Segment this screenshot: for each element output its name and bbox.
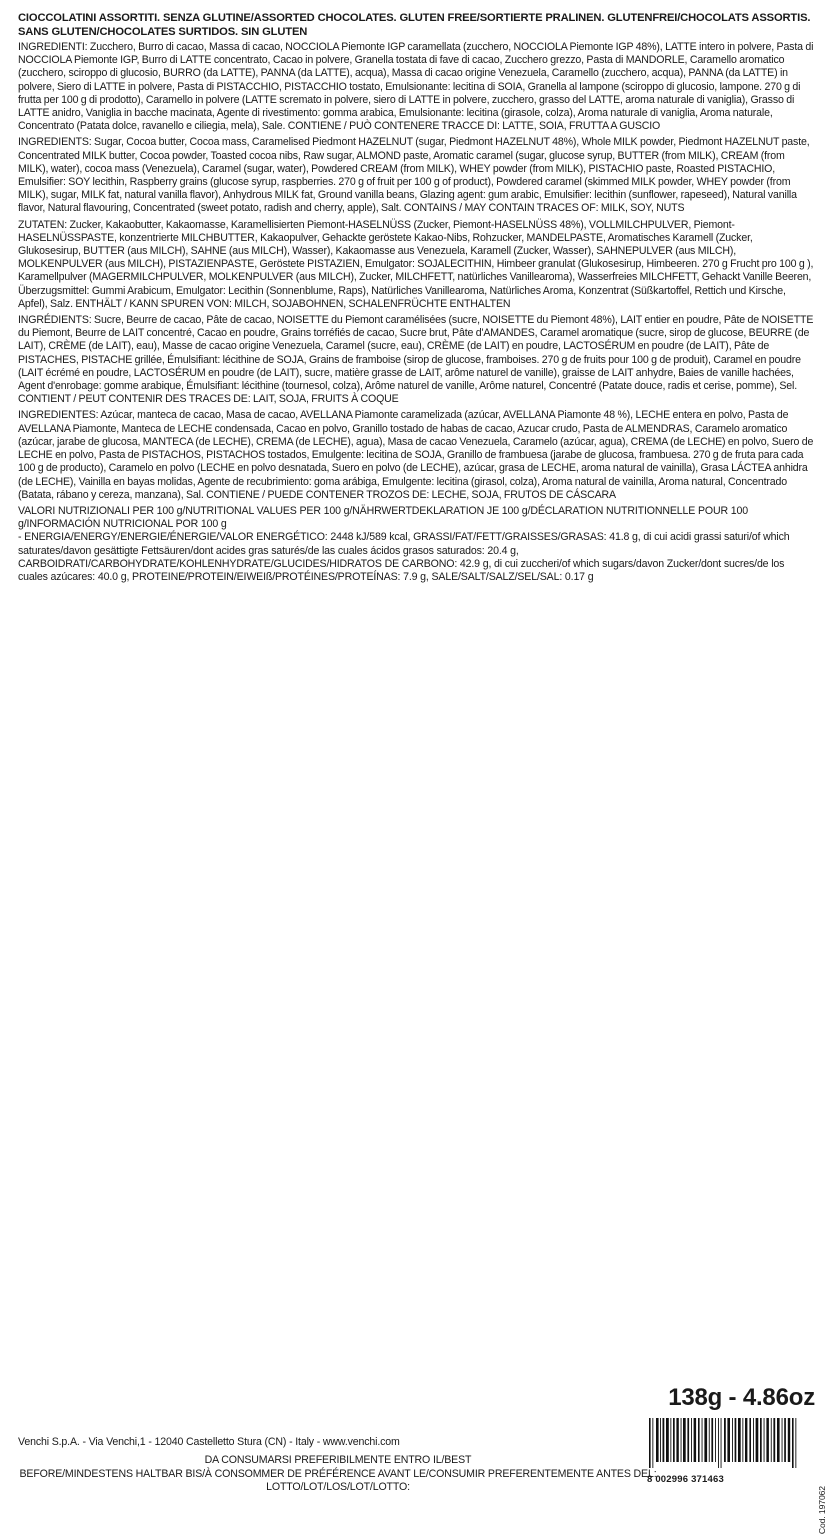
ingredients-french: INGRÉDIENTS: Sucre, Beurre de cacao, Pâte de cacao, NOISETTE du Piemont caramélisées (sucre, NOISETTE du Piemont 48%), LAIT entier en poudre, Pâte de NOISETTE du Piemont, Beurre de LAIT concentré, Cacao en poudre, Grains torréfiés de cacao, Sucre brut, Pâte d'AMANDES, Caramel aromatique (sucre, sirop de glucose, BEURRE (de LAIT), CRÈME (de LAIT), eau), Masse de cacao origine Venezuela, Caramel (sucre, eau), CRÈME (de LAIT) en poudre, LACTOSÉRUM en poudre (de LAIT), Pâte de PISTACHES, PISTACHE grillée, Émulsifiant: lécithine de SOJA, Grains de framboise (sirop de glucose, framboises. 270 g de fruits pour 100 g de produit), Caramel en poudre (LAIT écrémé en poudre, LACTOSÉRUM en poudre (de LAIT), sucre, matière grasse de LAIT, arôme naturel de vanille), graisse de LAIT anhydre, Baies de vanille hachées, Agent d'enrobage: gomme arabique, Émulsifiant: lécithine (tournesol, colza), Arôme naturel de vanille, Arôme naturel, Concentré (Patate douce, radis et cerise, pomme), Sel. CONTIENT / PEUT CONTENIR DES TRACES DE: LAIT, SOJA, FRUITS À COQUE bbox=[18, 314, 814, 406]
product-code: Cod. 197062 bbox=[817, 1486, 827, 1534]
ingredients-english: INGREDIENTS: Sugar, Cocoa butter, Cocoa mass, Caramelised Piedmont HAZELNUT (sugar, Piedmont HAZELNUT 48%), Whole MILK powder, Piedmont HAZELNUT paste, Concentrated MILK butter, Cocoa powder, Toasted cocoa nibs, Raw sugar, ALMOND paste, Aromatic caramel (sugar, glucose syrup, BUTTER (from MILK), CREAM (from MILK), water), cocoa mass (Venezuela), Caramel (sugar, water), Powdered CREAM (from MILK), WHEY powder (from MILK), PISTACHIO paste, Roasted PISTACHIO, Emulsifier: SOY lecithin, Raspberry grains (glucose syrup, raspberries. 270 g of fruit per 100 g of product), Powdered caramel (skimmed MILK powder, WHEY powder (from MILK), sugar, MILK fat, natural vanilla flavor), Anhydrous MILK fat, Ground vanilla beans, Glazing agent: gum arabic, Emulsifier: lecithin (sunflower, rapeseed), Natural vanilla flavor, Natural flavouring, Concentrated (sweet potato, radish and cherry, apple), Salt. CONTAINS / MAY CONTAIN TRACES OF: MILK, SOY, NUTS bbox=[18, 136, 810, 215]
barcode-icon bbox=[647, 1418, 799, 1468]
nutrition-energy-fat: - ENERGIA/ENERGY/ENERGIE/ÉNERGIE/VALOR ENERGÉTICO: 2448 kJ/589 kcal, GRASSI/FAT/FETT/GRAISSES/GRASAS: 41.8 g, di cui acidi grassi saturi/of which saturates/davon gesättigte Fettsäuren/dont acides gras saturés/de las cuales ácidos grasos saturados: 20.4 g, bbox=[18, 531, 790, 557]
ingredients-german: ZUTATEN: Zucker, Kakaobutter, Kakaomasse, Karamellisierten Piemont-HASELNÜSS (Zucker, Piemont-HASELNÜSS 48%), VOLLMILCHPULVER, Piemont-HASELNÜSSPASTE, konzentrierte MILCHBUTTER, Kakaopulver, Gehackte geröstete Kakao-Nibs, Rohzucker, MANDELPASTE, Aromatisches Karamell (Zucker, Glukosesirup, BUTTER (aus MILCH), SAHNE (aus MILCH), Wasser), Kakaomasse aus Venezuela, Karamell (Zucker, Wasser), SAHNEPULVER (aus MILCH), MOLKENPULVER (aus MILCH), PISTAZIENPASTE, Geröstete PISTAZIEN, Emulgator: SOJALECITHIN, Himbeer granulat (Glukosesirup, Himbeeren. 270 g Frucht pro 100 g ), Karamellpulver (MAGERMILCHPULVER, MOLKENPULVER (aus MILCH), Zucker, MILCHFETT, natürliches Vanillearoma), Wasserfreies MILCHFETT, Gehackt Vanille Beeren, Überzugsmittel: Gummi Arabicum, Emulgator: Lecithin (Sonnenblume, Raps), Natürliches Vanillearoma, Natürliches Aroma, Konzentrat (Süßkartoffel, Rettich und Kirsche, Apfel), Salz. ENTHÄLT / KANN SPUREN VON: MILCH, SOJABOHNEN, SCHALENFRÜCHTE ENTHALTEN bbox=[18, 218, 814, 310]
label-footer bbox=[0, 1380, 833, 1534]
barcode-number: 8 002996 371463 bbox=[647, 1474, 724, 1485]
ingredients-spanish: INGREDIENTES: Azúcar, manteca de cacao, Masa de cacao, AVELLANA Piamonte caramelizada (azúcar, AVELLANA Piamonte 48 %), LECHE entera en polvo, Pasta de AVELLANA Piamonte, Manteca de LECHE condensada, Cacao en polvo, Granillo tostado de habas de cacao, Azucar crudo, Pasta de ALMENDRAS, Caramelo aromatico (azúcar, jarabe de glucosa, MANTECA (de LECHE), CREMA (de LECHE), agua), Masa de cacao Venezuela, Caramelo (azúcar, agua), CREMA (de LECHE) en polvo, Suero de LECHE en polvo, Pasta de PISTACHOS, PISTACHOS tostados, Emulgente: lecitina de SOJA, Granillo de frambuesa (jarabe de glucosa, frambuesa. 270 g de fruta para cada 100 g de producto), Caramelo en polvo (LECHE en polvo desnatada, Suero en polvo (de LECHE), azúcar, grasa de LECHE, aroma natural de vainilla), Grasa LÁCTEA anhidra (de LECHE), Vainilla en bayas molidas, Agente de recubrimiento: goma arábiga, Emulgente: lecitina (girasol, colza), Aroma natural de vainilla, Aroma natural, Concentrado (Batata, rábano y cereza, manzana), Sal. CONTIENE / PUEDE CONTENER TROZOS DE: LECHE, SOJA, FRUTOS DE CÁSCARA bbox=[18, 409, 814, 501]
net-weight: 138g - 4.86oz bbox=[668, 1384, 815, 1411]
company-address: Venchi S.p.A. - Via Venchi,1 - 12040 Castelletto Stura (CN) - Italy - www.venchi.com bbox=[18, 1436, 400, 1448]
ingredients-italian: INGREDIENTI: Zucchero, Burro di cacao, Massa di cacao, NOCCIOLA Piemonte IGP caramellata (zucchero, NOCCIOLA Piemonte IGP 48%), LATTE intero in polvere, Pasta di NOCCIOLA Piemonte IGP, Burro di LATTE concentrato, Cacao in polvere, Granella tostata di fave di cacao, Zucchero grezzo, Pasta di MANDORLE, Caramello aromatico (zucchero, sciroppo di glucosio, BURRO (da LATTE), PANNA (da LATTE), acqua), Massa di cacao origine Venezuela, Caramello (zucchero, acqua), PANNA (da LATTE) in polvere, Siero di LATTE in polvere, Pasta di PISTACCHIO, PISTACCHIO tostato, Emulsionante: lecitina di SOIA, Granella al lampone (sciroppo di glucosio, lampone. 270 g di frutta per 100 g di prodotto), Caramello in polvere (LATTE scremato in polvere, siero di LATTE in polvere, zucchero, grasso del LATTE, aroma naturale di vaniglia), Grasso di LATTE anidro, Vaniglia in bacche macinata, Agente di rivestimento: gomma arabica, Emulsionante: lecitina (girasole, colza), Aroma naturale di vaniglia, Aroma naturale, Concentrato (Patata dolce, ravanello e ciliegia, mela), Sale. CONTIENE / PUÒ CONTENERE TRACCE DI: LATTE, SOIA, FRUTTA A GUSCIO bbox=[18, 41, 814, 133]
nutrition-heading: VALORI NUTRIZIONALI PER 100 g/NUTRITIONAL VALUES PER 100 g/NÄHRWERTDEKLARATION JE 100 g/DÉCLARATION NUTRITIONNELLE POUR 100 g/INFORMACIÓN NUTRICIONAL POR 100 g bbox=[18, 504, 748, 531]
nutrition-carbs-protein-salt: CARBOIDRATI/CARBOHYDRATE/KOHLENHYDRATE/GLUCIDES/HIDRATOS DE CARBONO: 42.9 g, di cui zuccheri/of which sugars/davon Zucker/dont sucres/de los cuales azúcares: 40.0 g, PROTEINE/PROTEIN/EIWEIß/PROTÉINES/PROTEÍNAS: 7.9 g, SALE/SALT/SALZ/SEL/SAL: 0.17 g bbox=[18, 557, 785, 583]
product-title: CIOCCOLATINI ASSORTITI. SENZA GLUTINE/ASSORTED CHOCOLATES. GLUTEN FREE/SORTIERTE PRALINEN. GLUTENFREI/CHOCOLATS ASSORTIS. SANS GLUTEN/CHOCOLATES SURTIDOS. SIN GLUTEN bbox=[18, 12, 811, 38]
lot-label: LOTTO/LOT/LOS/LOT/LOTTO: bbox=[266, 1480, 410, 1493]
best-before-line-2: BEFORE/MINDESTENS HALTBAR BIS/À CONSOMMER DE PRÉFÉRENCE AVANT LE/CONSUMIR PREFERENTEMENTE ANTES DEL: bbox=[19, 1467, 657, 1480]
best-before-line-1: DA CONSUMARSI PREFERIBILMENTE ENTRO IL/BEST bbox=[204, 1454, 472, 1467]
best-before-block bbox=[18, 1454, 658, 1494]
label-text-content bbox=[18, 12, 815, 584]
barcode-area bbox=[647, 1418, 799, 1484]
